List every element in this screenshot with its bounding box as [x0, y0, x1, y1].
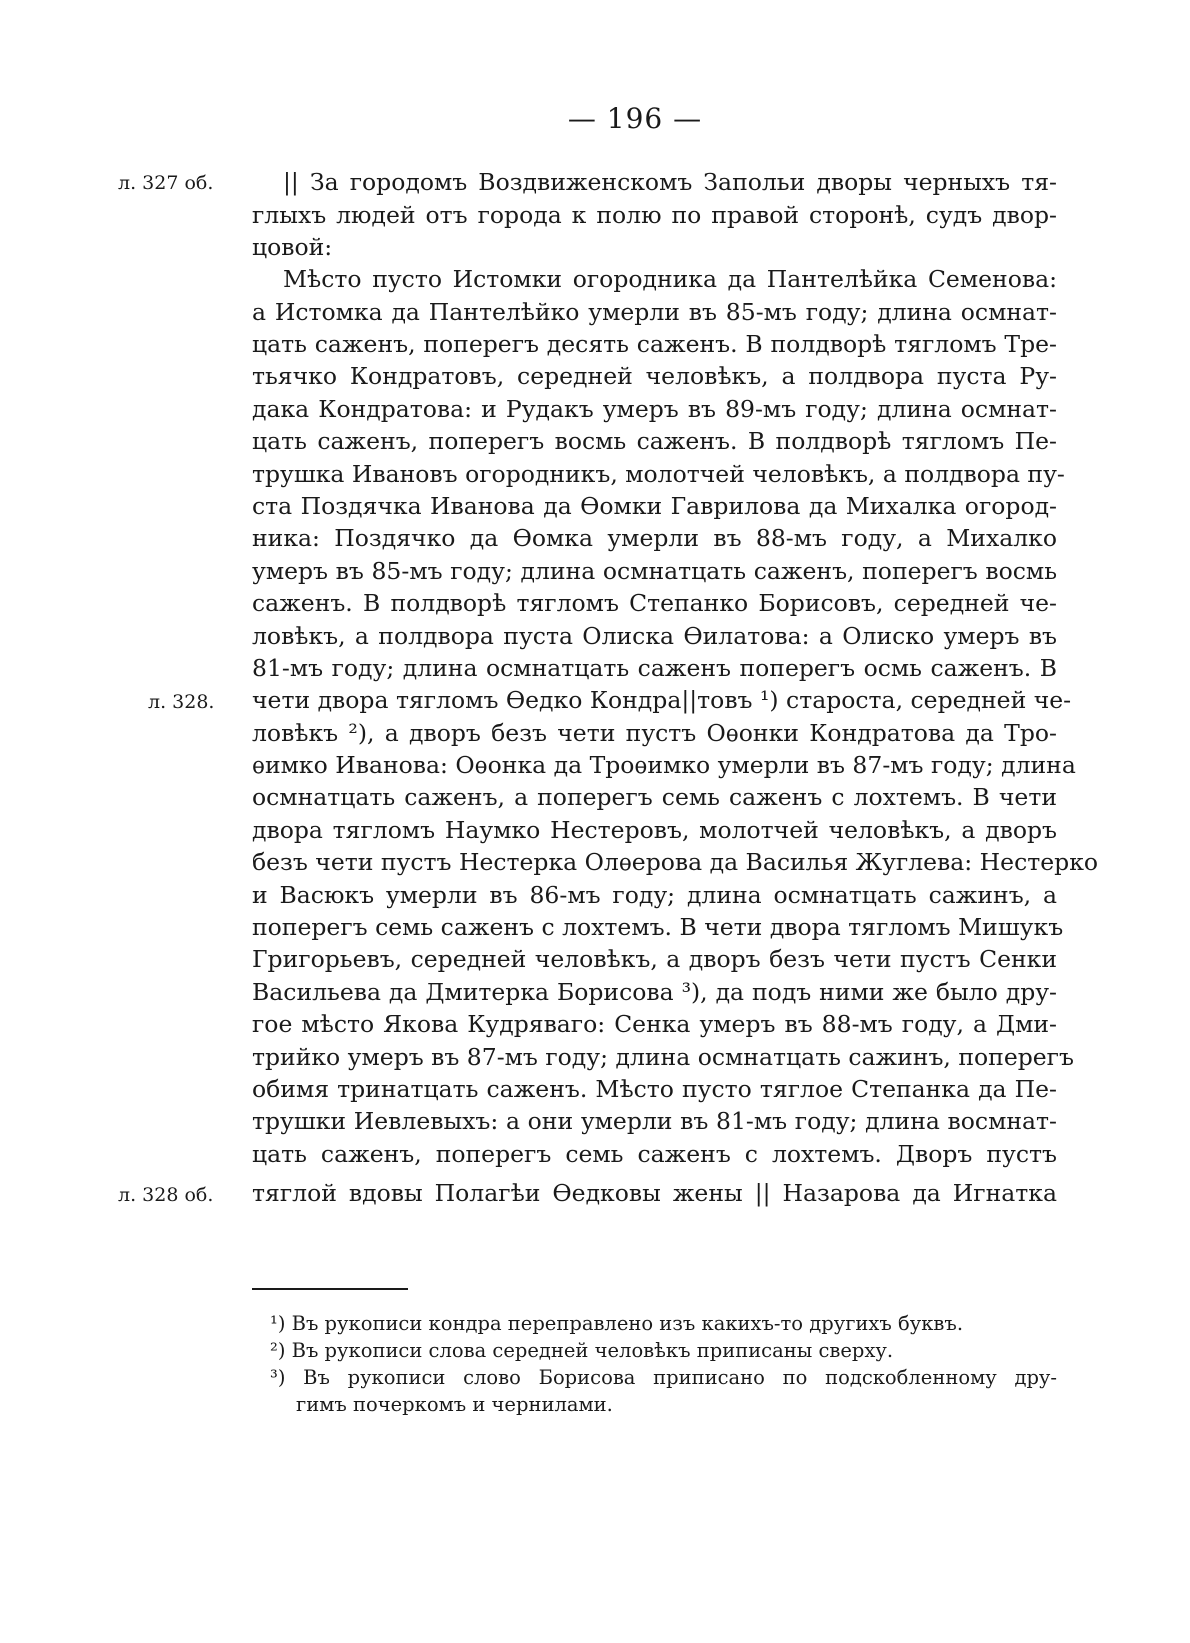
margin-note-folio-327v: л. 327 об. — [118, 172, 214, 194]
text-line: цать саженъ, поперегъ семь саженъ с лохтемъ. Дворъ пустъ — [252, 1140, 1057, 1168]
text-line: ника: Поздячко да Ѳомка умерли въ 88-мъ году, а Михалко — [252, 524, 1057, 552]
text-line: цать саженъ, поперегъ восмь саженъ. В полдворѣ тягломъ Пе- — [252, 427, 1057, 455]
text-line: || За городомъ Воздвиженскомъ Запольи дворы черныхъ тя- — [283, 168, 1057, 196]
text-line: ловѣкъ ²), а дворъ безъ чети пустъ Оѳонки Кондратова да Тро- — [252, 719, 1057, 747]
text-line: поперегъ семь саженъ с лохтемъ. В чети двора тягломъ Мишукъ — [252, 913, 1064, 941]
margin-note-folio-328v: л. 328 об. — [118, 1184, 214, 1206]
text-line: цать саженъ, поперегъ десять саженъ. В полдворѣ тягломъ Тре- — [252, 330, 1057, 358]
text-line: умеръ въ 85-мъ году; длина осмнатцать саженъ, поперегъ восмь — [252, 557, 1057, 585]
margin-note-folio-328: л. 328. — [148, 691, 215, 713]
text-line: Мѣсто пусто Истомки огородника да Пантелѣйка Семенова: — [283, 265, 1057, 293]
footnote: ¹) Въ рукописи кондра переправлено изъ какихъ-то другихъ буквъ. — [270, 1312, 964, 1335]
footnote: гимъ почеркомъ и чернилами. — [296, 1393, 613, 1416]
text-line: глыхъ людей отъ города к полю по правой сторонѣ, судъ двор- — [252, 201, 1057, 229]
text-line: ѳимко Иванова: Оѳонка да Троѳимко умерли въ 87-мъ году; длина — [252, 751, 1076, 779]
text-line: цовой: — [252, 233, 333, 261]
text-line: обимя тринатцать саженъ. Мѣсто пусто тяглое Степанка да Пе- — [252, 1075, 1057, 1103]
text-line: трушка Ивановъ огородникъ, молотчей человѣкъ, а полдвора пу- — [252, 460, 1065, 488]
text-line: Васильева да Дмитерка Борисова ³), да подъ ними же было дру- — [252, 978, 1057, 1006]
footnote-rule — [252, 1288, 408, 1290]
footnote: ²) Въ рукописи слова середней человѣкъ приписаны сверху. — [270, 1339, 894, 1362]
footnote: ³) Въ рукописи слово Борисова приписано по подскобленному дру- — [270, 1366, 1057, 1389]
text-line: гое мѣсто Якова Кудряваго: Сенка умеръ въ 88-мъ году, а Дми- — [252, 1010, 1057, 1038]
text-line: ловѣкъ, а полдвора пуста Олиска Ѳилатова: а Олиско умеръ въ — [252, 622, 1057, 650]
page-number: — 196 — — [567, 102, 703, 135]
text-line: трушки Иевлевыхъ: а они умерли въ 81-мъ году; длина восмнат- — [252, 1107, 1057, 1135]
text-line: двора тягломъ Наумко Нестеровъ, молотчей человѣкъ, а дворъ — [252, 816, 1057, 844]
text-line: саженъ. В полдворѣ тягломъ Степанко Борисовъ, середней че- — [252, 589, 1057, 617]
text-line: а Истомка да Пантелѣйко умерли въ 85-мъ году; длина осмнат- — [252, 298, 1057, 326]
text-line: безъ чети пустъ Нестерка Олѳерова да Василья Жуглева: Нестерко — [252, 848, 1099, 876]
text-line: осмнатцать саженъ, а поперегъ семь саженъ с лохтемъ. В чети — [252, 783, 1057, 811]
text-line: дака Кондратова: и Рудакъ умеръ въ 89-мъ году; длина осмнат- — [252, 395, 1057, 423]
text-line: трийко умеръ въ 87-мъ году; длина осмнатцать сажинъ, поперегъ — [252, 1043, 1074, 1071]
text-line: тяглой вдовы Полагѣи Ѳедковы жены || Назарова да Игнатка — [252, 1179, 1057, 1207]
text-line: ста Поздячка Иванова да Ѳомки Гаврилова да Михалка огород- — [252, 492, 1057, 520]
text-line: тьячко Кондратовъ, середней человѣкъ, а полдвора пуста Ру- — [252, 362, 1057, 390]
text-line: 81-мъ году; длина осмнатцать саженъ поперегъ осмь саженъ. В — [252, 654, 1057, 682]
text-line: Григорьевъ, середней человѣкъ, а дворъ безъ чети пустъ Сенки — [252, 945, 1057, 973]
text-line: и Васюкъ умерли въ 86-мъ году; длина осмнатцать сажинъ, а — [252, 881, 1057, 909]
text-line: чети двора тягломъ Ѳедко Кондра||товъ ¹) староста, середней че- — [252, 686, 1072, 714]
